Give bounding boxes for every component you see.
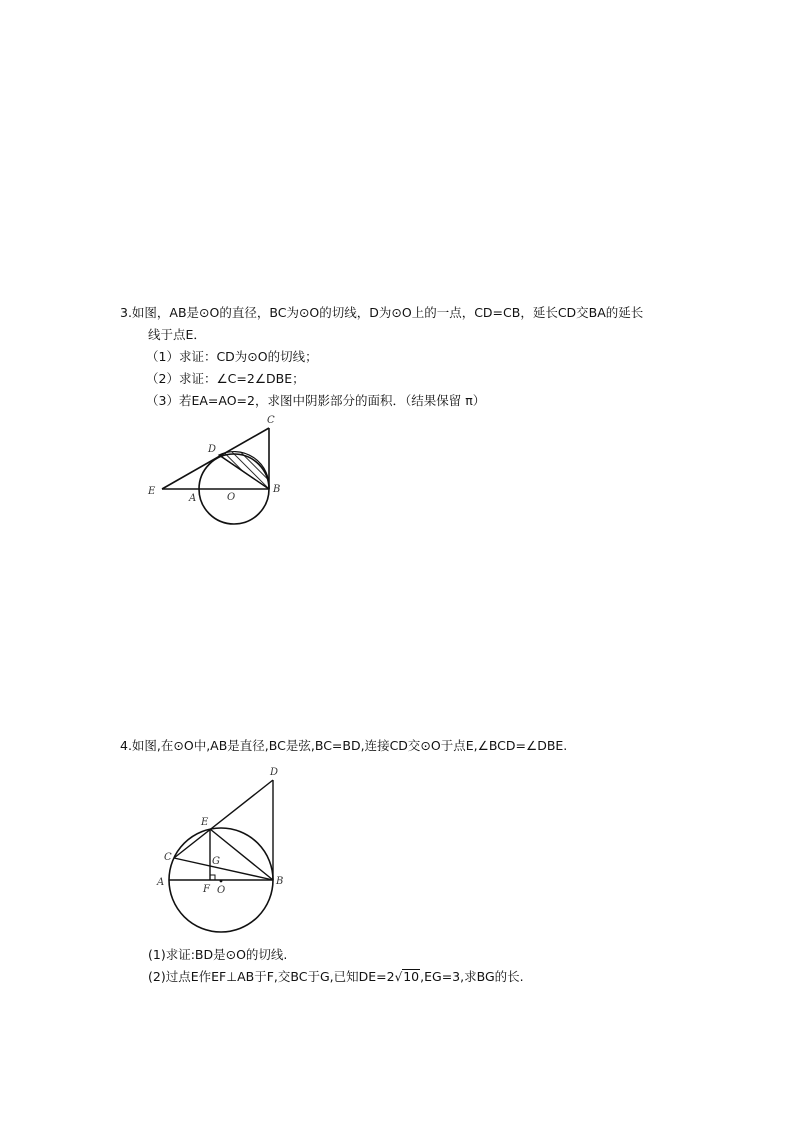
problem3-question-1: （1）求证：CD为⊙O的切线；	[146, 349, 318, 364]
label-a-2: A	[157, 877, 165, 888]
problem3-statement-line2: 线于点E．	[148, 327, 206, 342]
label-c: C	[267, 415, 275, 426]
q2-text-before: (2)过点E作EF⊥AB于F,交BC于G,已知DE=2	[148, 969, 395, 984]
label-b-2: B	[276, 876, 284, 887]
label-o: O	[227, 492, 236, 503]
label-o-2: O	[217, 885, 226, 896]
label-b: B	[273, 484, 281, 495]
problem3-question-2: （2）求证：∠C=2∠DBE；	[146, 371, 305, 386]
problem4-statement: 4.如图,在⊙O中,AB是直径,BC是弦,BC=BD,连接CD交⊙O于点E,∠BCD=∠DBE.	[120, 738, 568, 753]
problem3-question-3: （3）若EA=AO=2，求图中阴影部分的面积．（结果保留 π）	[146, 393, 486, 408]
q2-radicand: 10	[403, 969, 420, 984]
right-angle-mark	[210, 875, 215, 880]
label-e: E	[148, 486, 156, 497]
chord-bc	[174, 858, 273, 880]
label-g: G	[212, 856, 220, 867]
problem4-question-2: (2)过点E作EF⊥AB于F,交BC于G,已知DE=2√10,EG=3,求BG的长.	[148, 969, 524, 984]
label-f: F	[203, 884, 210, 895]
problem3-statement-line1: 3.如图，AB是⊙O的直径，BC为⊙O的切线，D为⊙O上的一点，CD=CB，延长CD交BA的延长	[120, 305, 644, 320]
problem4-question-1: (1)求证:BD是⊙O的切线.	[148, 947, 288, 962]
label-d-2: D	[270, 767, 279, 778]
line-cd	[174, 780, 273, 858]
q2-text-after: ,EG=3,求BG的长.	[420, 969, 524, 984]
center-dot	[220, 880, 223, 883]
label-d: D	[208, 444, 217, 455]
label-a: A	[189, 493, 197, 504]
label-e-2: E	[201, 817, 209, 828]
label-c-2: C	[164, 852, 172, 863]
